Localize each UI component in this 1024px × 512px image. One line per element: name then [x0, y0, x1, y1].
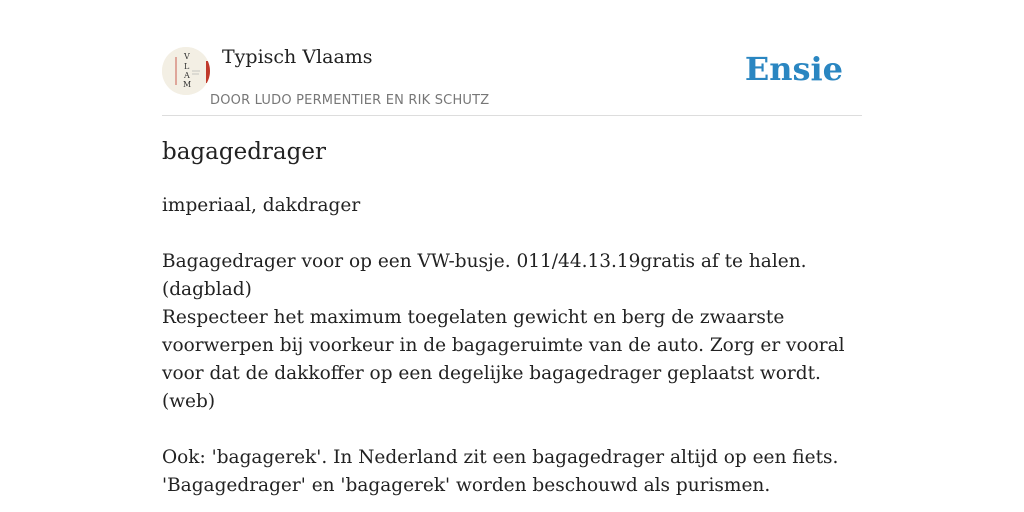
paragraph-gap: [162, 220, 862, 248]
ensie-logo-link[interactable]: Ensie: [744, 50, 843, 88]
svg-text:L: L: [184, 62, 190, 71]
example-source-1: (dagblad): [162, 279, 252, 300]
entry-note-1: Ook: 'bagagerek'. In Nederland zit een bagagedrager altijd op een fiets.: [162, 447, 839, 468]
page-header: [162, 40, 862, 116]
svg-text:A: A: [184, 71, 190, 80]
example-source-2: (web): [162, 391, 216, 412]
entry-synonyms: imperiaal, dakdrager: [162, 195, 361, 216]
book-cover-icon[interactable]: [162, 47, 210, 95]
book-title[interactable]: Typisch Vlaams: [222, 46, 373, 68]
entry-title: bagagedrager: [162, 139, 326, 165]
svg-text:M: M: [183, 80, 192, 89]
entry-body: [162, 192, 862, 500]
book-authors: DOOR LUDO PERMENTIER EN RIK SCHUTZ: [210, 93, 490, 108]
paragraph-gap: [162, 416, 862, 444]
example-quote-2: Respecteer het maximum toegelaten gewicht en berg de zwaarste voorwerpen bij voorkeur in de bagageruimte van de auto. Zorg er vooral voor dat de dakkoffer op een degelijke bagagedrager geplaatst wordt.: [162, 307, 845, 384]
entry-note-2: 'Bagagedrager' en 'bagagerek' worden beschouwd als purismen.: [162, 475, 771, 496]
svg-text:V: V: [184, 52, 190, 61]
example-quote-1: Bagagedrager voor op een VW-busje. 011/44.13.19gratis af te halen.: [162, 251, 807, 272]
